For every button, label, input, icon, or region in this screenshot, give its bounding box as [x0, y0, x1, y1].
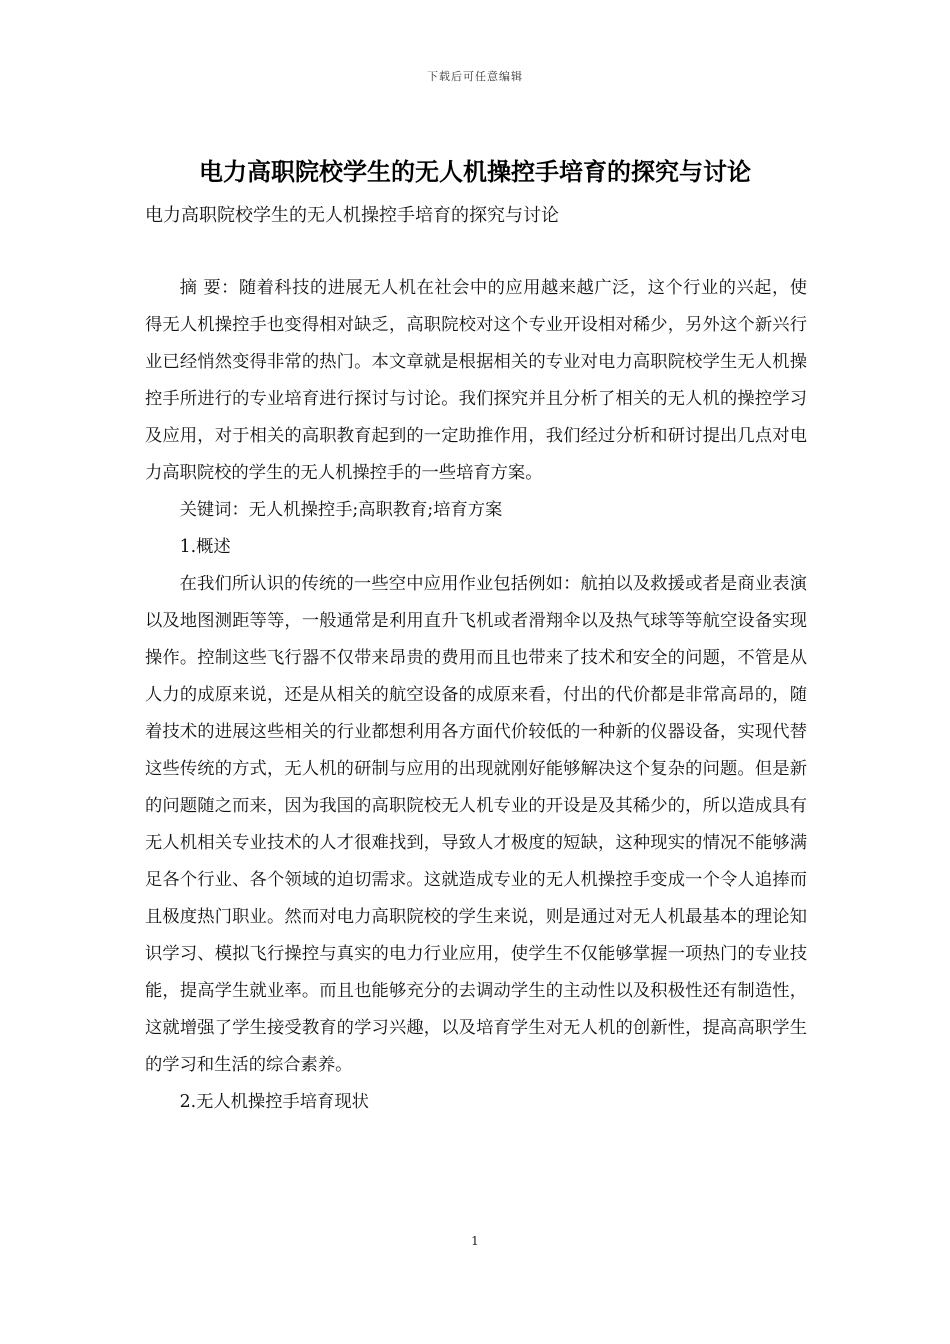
page-number: 1	[471, 1234, 479, 1248]
document-title: 电力高职院校学生的无人机操控手培育的探究与讨论	[199, 158, 751, 186]
abstract-paragraph: 摘 要：随着科技的进展无人机在社会中的应用越来越广泛，这个行业的兴起，使得无人机操控手也变得相对缺乏，高职院校对这个专业开设相对稀少，另外这个新兴行业已经悄然变得非常的热门。本文章就是根据相关的专业对电力高职院校学生无人机操控手所进行的专业培育进行探讨与讨论。我们探究并且分析了相关的无人机的操控学习及应用，对于相关的高职教育起到的一定助推作用，我们经过分析和研讨提出几点对电力高职院校的学生的无人机操控手的一些培育方案。	[145, 278, 807, 483]
section-1-paragraph: 在我们所认识的传统的一些空中应用作业包括例如：航拍以及救援或者是商业表演以及地图测距等等，一般通常是利用直升飞机或者滑翔伞以及热气球等等航空设备实现操作。控制这些飞行器不仅带来昂贵的费用而且也带来了技术和安全的问题，不管是从人力的成原来说，还是从相关的航空设备的成原来看，付出的代价都是非常高昂的，随着技术的进展这些相关的行业都想利用各方面代价较低的一种新的仪器设备，实现代替这些传统的方式，无人机的研制与应用的出现就刚好能够解决这个复杂的问题。但是新的问题随之而来，因为我国的高职院校无人机专业的开设是及其稀少的，所以造成具有无人机相关专业技术的人才很难找到，导致人才极度的短缺，这种现实的情况不能够满足各个行业、各个领域的迫切需求。这就造成专业的无人机操控手变成一个令人追捧而且极度热门职业。然而对电力高职院校的学生来说，则是通过对无人机最基本的理论知识学习、模拟飞行操控与真实的电力行业应用，使学生不仅能够掌握一项热门的专业技能，提高学生就业率。而且也能够充分的去调动学生的主动性以及积极性还有制造性，这就增强了学生接受教育的学习兴趣，以及培育学生对无人机的创新性，提高高职学生的学习和生活的综合素养。	[145, 574, 807, 1075]
header-note: 下载后可任意编辑	[427, 70, 523, 83]
document-subtitle: 电力高职院校学生的无人机操控手培育的探究与讨论	[145, 205, 559, 226]
section-2-heading: 2.无人机操控手培育现状	[179, 1092, 369, 1112]
document-body	[145, 270, 807, 1121]
section-1-heading: 1.概述	[179, 537, 231, 557]
keywords-line: 关键词：无人机操控手;高职教育;培育方案	[179, 500, 503, 520]
